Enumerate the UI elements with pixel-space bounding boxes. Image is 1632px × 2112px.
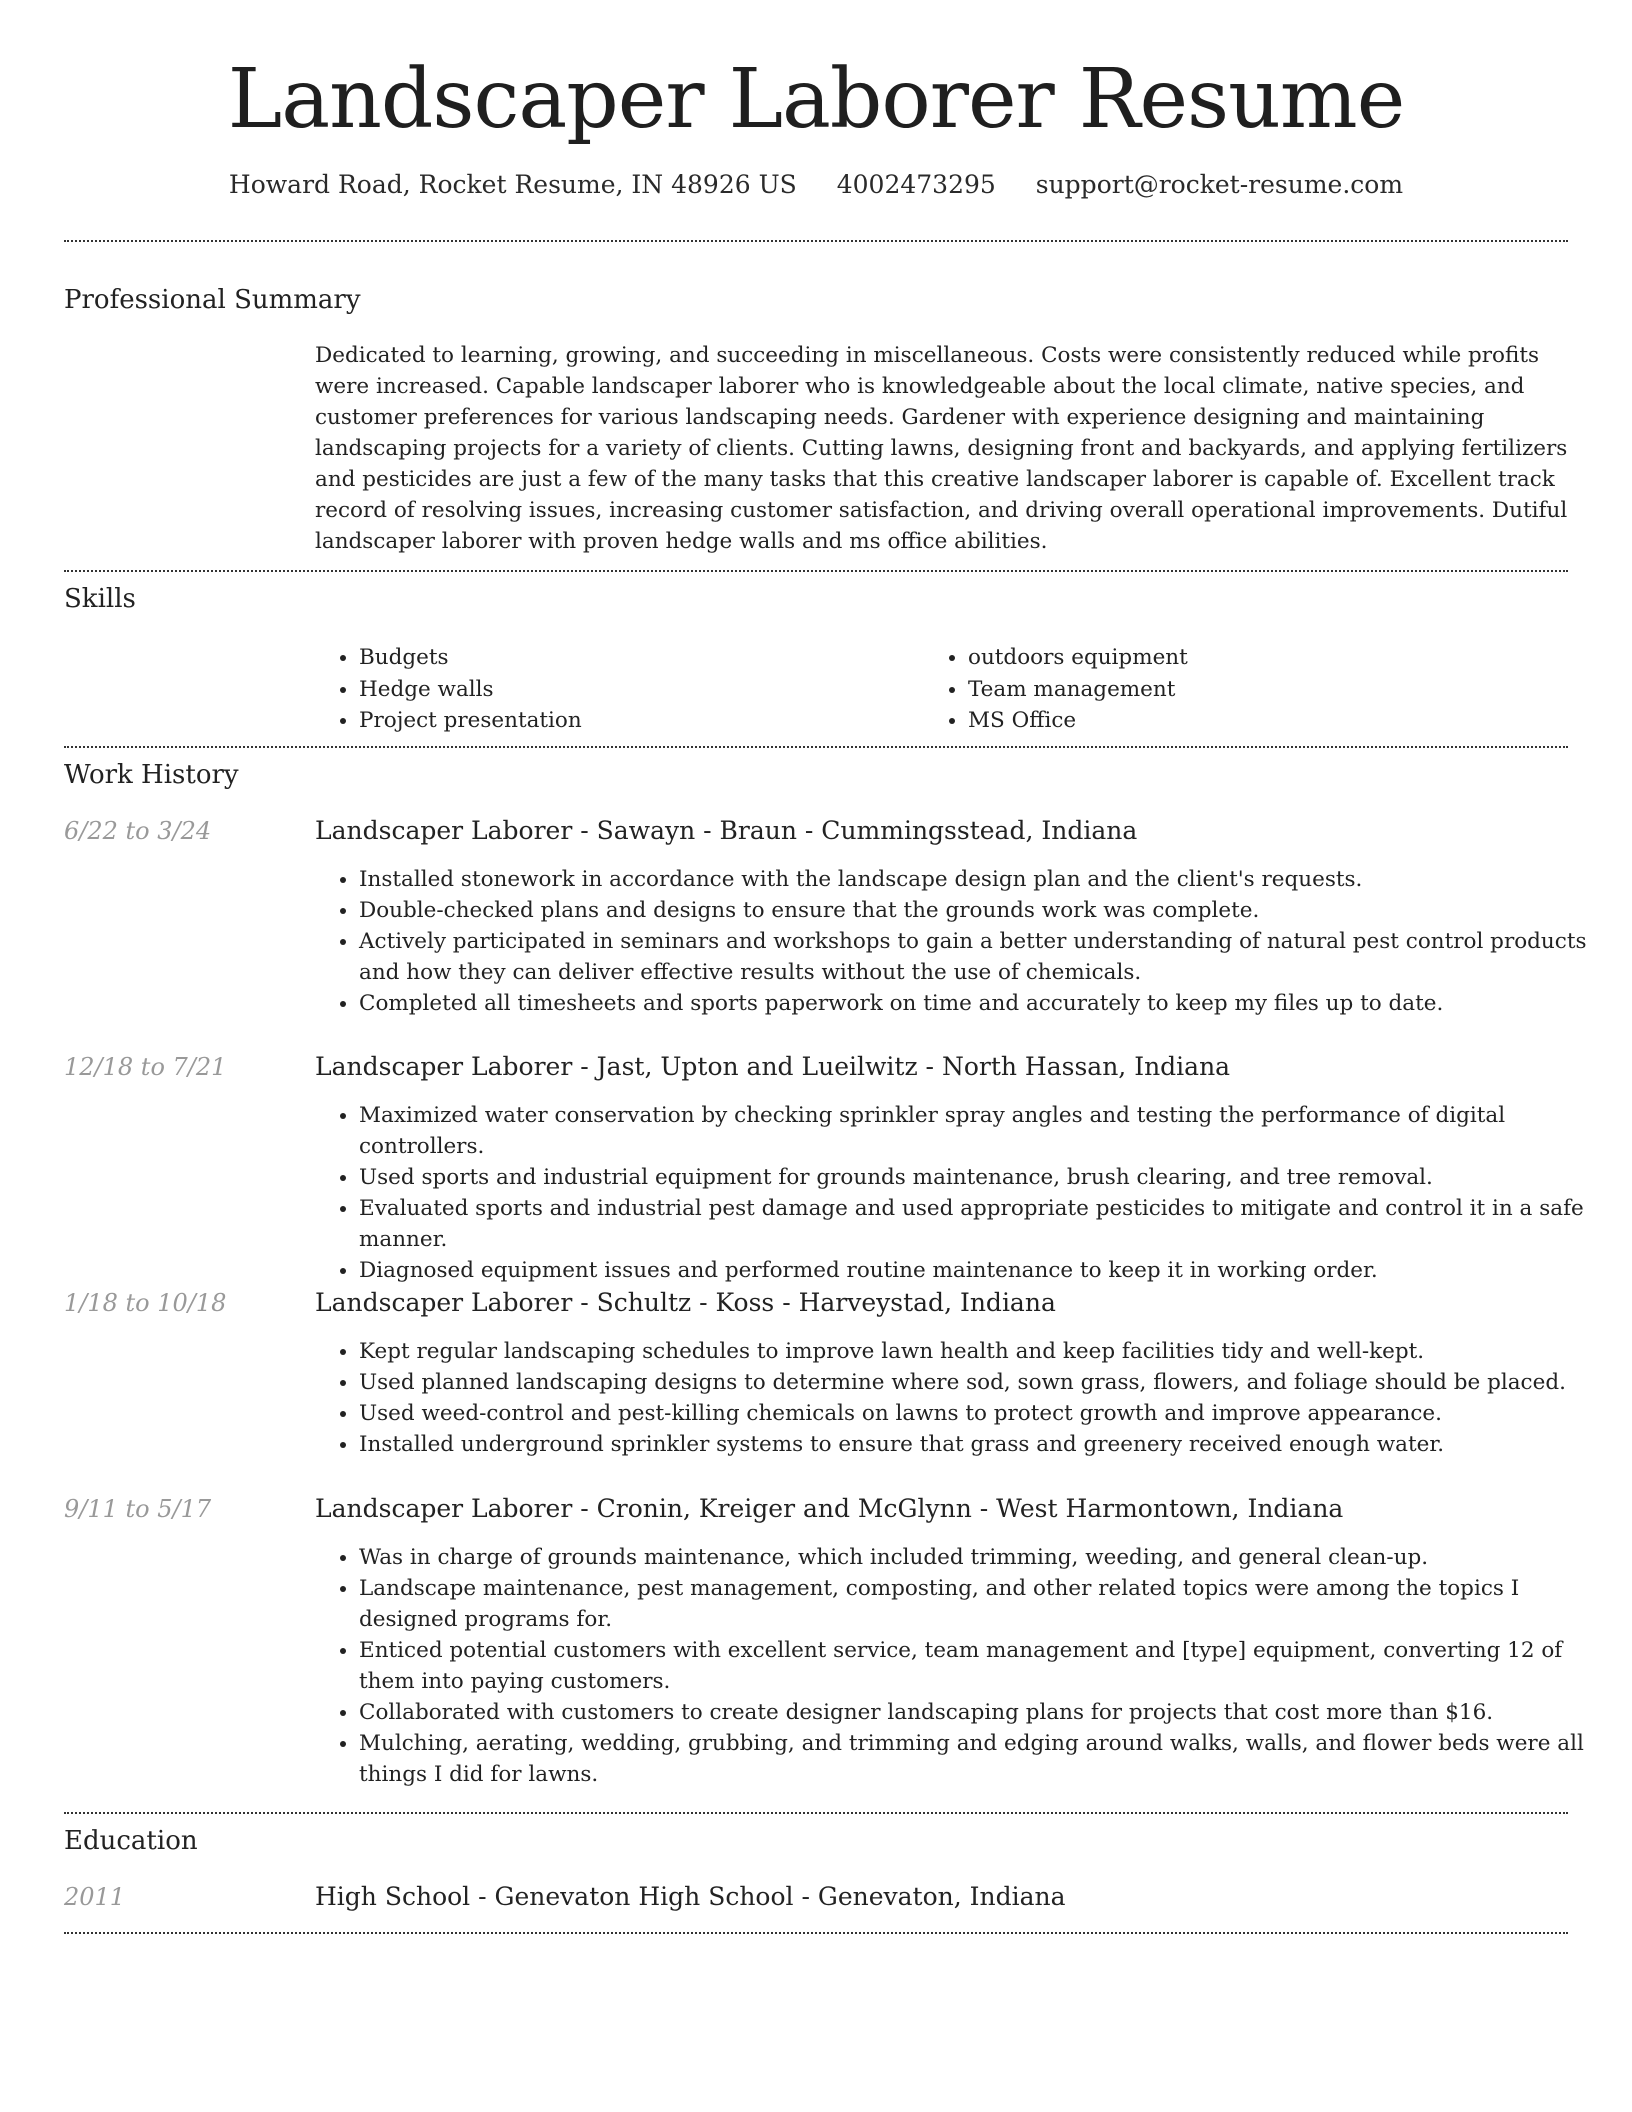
job-bullet: • Enticed potential customers with excellent service, team management and [type] equipment, converting 12 of them into paying customers. — [359, 1635, 1614, 1697]
work-heading: Work History — [64, 760, 239, 790]
job-dates: 6/22 to 3/24 — [64, 817, 212, 845]
skills-heading: Skills — [64, 584, 136, 614]
job-bullet: • Evaluated sports and industrial pest damage and used appropriate pesticides to mitigate and control it in a safe manner. — [359, 1193, 1614, 1255]
divider — [64, 1932, 1568, 1934]
job-dates: 9/11 to 5/17 — [64, 1495, 212, 1523]
job-bullet: • Maximized water conservation by checking sprinkler spray angles and testing the performance of digital controllers. — [359, 1100, 1614, 1162]
skills-list-left — [315, 642, 919, 737]
divider — [64, 1812, 1568, 1814]
job-bullet: • Used sports and industrial equipment for grounds maintenance, brush clearing, and tree removal. — [359, 1162, 1614, 1193]
divider — [64, 240, 1568, 242]
job-bullet: • Installed underground sprinkler systems to ensure that grass and greenery received enough water. — [359, 1429, 1614, 1460]
skill-item: • Project presentation — [359, 705, 919, 737]
job-bullet: • Kept regular landscaping schedules to improve lawn health and keep facilities tidy and well-kept. — [359, 1336, 1614, 1367]
job-bullet: • Used planned landscaping designs to determine where sod, sown grass, flowers, and foliage should be placed. — [359, 1367, 1614, 1398]
contact-email: support@rocket-resume.com — [1035, 170, 1404, 199]
job-bullets — [315, 1542, 1614, 1790]
summary-heading: Professional Summary — [64, 285, 361, 315]
job-bullet: • Actively participated in seminars and workshops to gain a better understanding of natural pest control products and how they can deliver effective results without the use of chemicals. — [359, 926, 1614, 988]
job-title: Landscaper Laborer - Cronin, Kreiger and McGlynn - West Harmontown, Indiana — [315, 1494, 1344, 1523]
contact-address: Howard Road, Rocket Resume, IN 48926 US — [228, 170, 797, 199]
skills-list-right — [924, 642, 1568, 737]
job-dates: 1/18 to 10/18 — [64, 1289, 227, 1317]
job-bullet: • Diagnosed equipment issues and performed routine maintenance to keep it in working order. — [359, 1255, 1614, 1286]
divider — [64, 570, 1568, 572]
job-bullet: • Completed all timesheets and sports paperwork on time and accurately to keep my files up to date. — [359, 988, 1614, 1019]
job-bullet: • Double-checked plans and designs to ensure that the grounds work was complete. — [359, 895, 1614, 926]
education-year: 2011 — [64, 1883, 126, 1911]
divider — [64, 746, 1568, 748]
skill-item: • Budgets — [359, 642, 919, 674]
job-title: Landscaper Laborer - Sawayn - Braun - Cummingsstead, Indiana — [315, 816, 1138, 845]
contact-line — [0, 168, 1632, 202]
job-title: Landscaper Laborer - Jast, Upton and Lueilwitz - North Hassan, Indiana — [315, 1052, 1231, 1081]
skill-item: • Hedge walls — [359, 674, 919, 706]
job-bullet: • Collaborated with customers to create designer landscaping plans for projects that cost more than $16. — [359, 1697, 1614, 1728]
contact-phone: 4002473295 — [836, 170, 996, 199]
skill-item: • Team management — [968, 674, 1568, 706]
skill-item: • MS Office — [968, 705, 1568, 737]
education-entry: High School - Genevaton High School - Genevaton, Indiana — [315, 1882, 1066, 1911]
job-bullet: • Used weed-control and pest-killing chemicals on lawns to protect growth and improve appearance. — [359, 1398, 1614, 1429]
resume-title: Landscaper Laborer Resume — [227, 52, 1405, 147]
job-bullets — [315, 864, 1614, 1019]
job-dates: 12/18 to 7/21 — [64, 1053, 227, 1081]
job-bullets — [315, 1336, 1614, 1460]
job-bullet: • Mulching, aerating, wedding, grubbing, and trimming and edging around walks, walls, and flower beds were all things I did for lawns. — [359, 1728, 1614, 1790]
summary-text: Dedicated to learning, growing, and succeeding in miscellaneous. Costs were consistently reduced while profits were increased. Capable landscaper laborer who is knowledgeable about the local climate, native species, and customer preferences for various landscaping needs. Gardener with experience designing and maintaining landscaping projects for a variety of clients. Cutting lawns, designing front and backyards, and applying fertilizers and pesticides are just a few of the many tasks that this creative landscaper laborer is capable of. Excellent track record of resolving issues, increasing customer satisfaction, and driving overall operational improvements. Dutiful landscaper laborer with proven hedge walls and ms office abilities. — [315, 343, 1568, 554]
job-bullet: • Installed stonework in accordance with the landscape design plan and the client's requests. — [359, 864, 1614, 895]
education-heading: Education — [64, 1826, 198, 1856]
skill-item: • outdoors equipment — [968, 642, 1568, 674]
job-bullet: • Landscape maintenance, pest management, composting, and other related topics were among the topics I designed programs for. — [359, 1573, 1614, 1635]
job-title: Landscaper Laborer - Schultz - Koss - Harveystad, Indiana — [315, 1288, 1056, 1317]
job-bullet: • Was in charge of grounds maintenance, which included trimming, weeding, and general clean-up. — [359, 1542, 1614, 1573]
job-bullets — [315, 1100, 1614, 1286]
